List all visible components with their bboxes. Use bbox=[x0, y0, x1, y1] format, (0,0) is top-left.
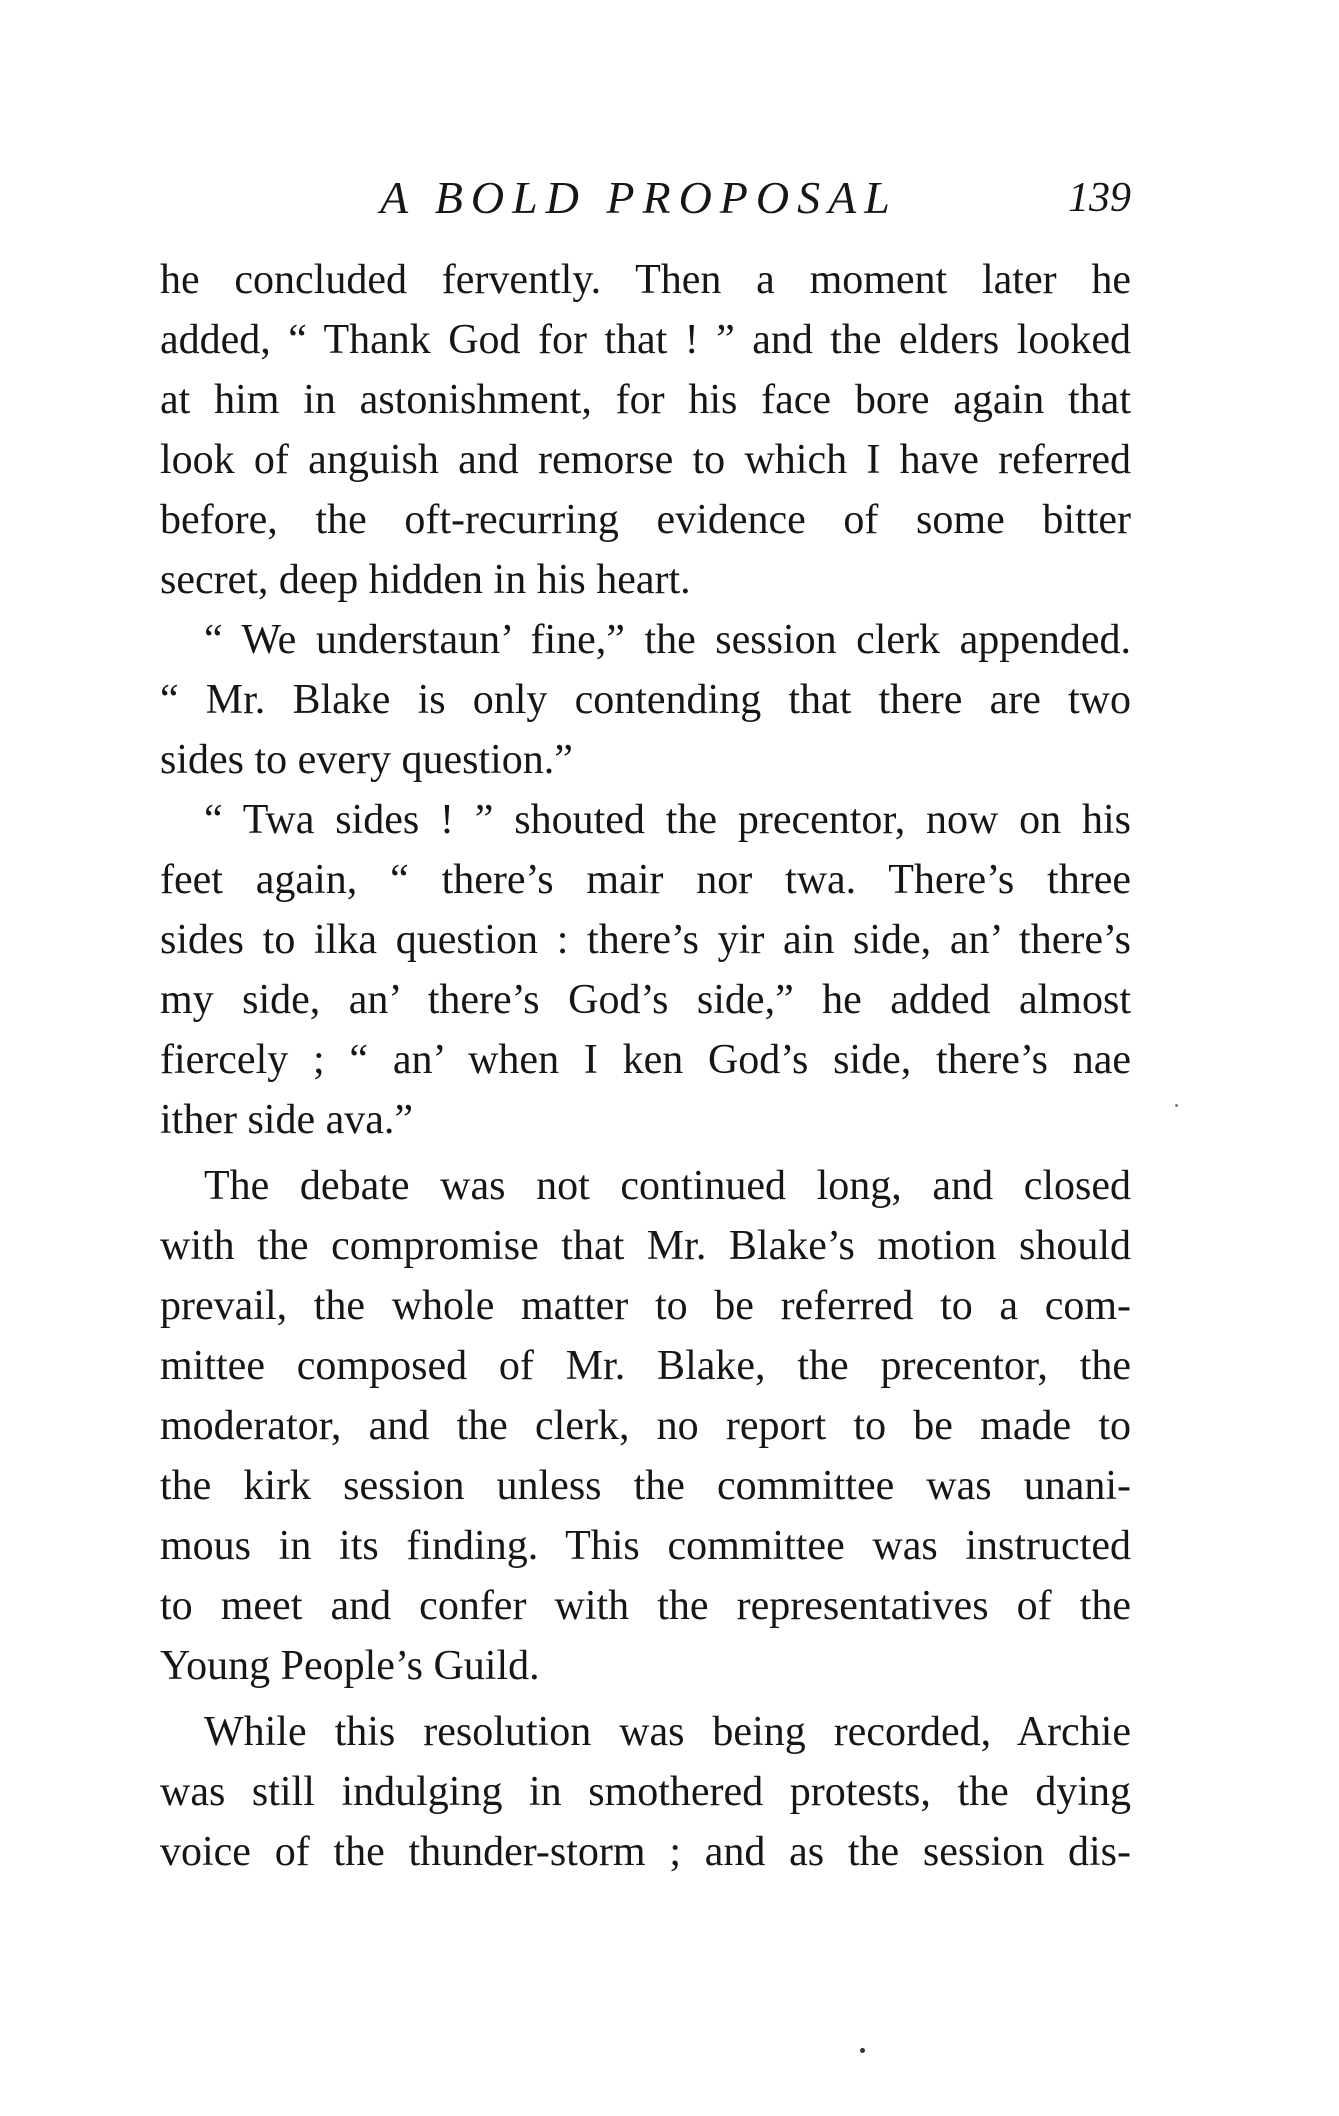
text-line: mous in its finding. This committee was instructed bbox=[160, 1523, 1131, 1569]
text-line: to meet and confer with the representatives of the bbox=[160, 1583, 1131, 1629]
running-title: A BOLD PROPOSAL bbox=[380, 172, 898, 223]
print-speck bbox=[1175, 1104, 1178, 1107]
text-line: before, the oft-recurring evidence of some bitter bbox=[160, 497, 1131, 543]
text-line: look of anguish and remorse to which I have referred bbox=[160, 437, 1131, 483]
text-line: “ We understaun’ fine,” the session clerk appended. bbox=[204, 617, 1131, 663]
text-line: my side, an’ there’s God’s side,” he added almost bbox=[160, 977, 1131, 1023]
text-line: mittee composed of Mr. Blake, the precentor, the bbox=[160, 1343, 1131, 1389]
text-line: prevail, the whole matter to be referred to a com- bbox=[160, 1283, 1131, 1329]
text-line: at him in astonishment, for his face bore again that bbox=[160, 377, 1131, 423]
text-line: sides to every question.” bbox=[160, 737, 573, 783]
text-line: the kirk session unless the committee was unani- bbox=[160, 1463, 1131, 1509]
text-line: feet again, “ there’s mair nor twa. There’s three bbox=[160, 857, 1131, 903]
text-line: The debate was not continued long, and closed bbox=[204, 1163, 1131, 1209]
text-line: fiercely ; “ an’ when I ken God’s side, there’s nae bbox=[160, 1037, 1131, 1083]
text-line: voice of the thunder-storm ; and as the session dis- bbox=[160, 1829, 1131, 1875]
page-header bbox=[160, 168, 1131, 228]
paragraph-2 bbox=[160, 610, 1131, 790]
body-text bbox=[160, 250, 1131, 1882]
text-line: moderator, and the clerk, no report to be made to bbox=[160, 1403, 1131, 1449]
text-line: added, “ Thank God for that ! ” and the elders looked bbox=[160, 317, 1131, 363]
text-line: was still indulging in smothered protests, the dying bbox=[160, 1769, 1131, 1815]
text-line: with the compromise that Mr. Blake’s motion should bbox=[160, 1223, 1131, 1269]
text-line: “ Twa sides ! ” shouted the precentor, now on his bbox=[204, 797, 1131, 843]
text-line: While this resolution was being recorded, Archie bbox=[204, 1709, 1131, 1755]
paragraph-4 bbox=[160, 1156, 1131, 1696]
paragraph-1 bbox=[160, 250, 1131, 610]
paragraph-3 bbox=[160, 790, 1131, 1150]
text-line: he concluded fervently. Then a moment later he bbox=[160, 257, 1131, 303]
print-speck bbox=[860, 2048, 865, 2053]
paragraph-5 bbox=[160, 1702, 1131, 1882]
page-number: 139 bbox=[1068, 175, 1131, 221]
text-line: secret, deep hidden in his heart. bbox=[160, 557, 691, 603]
text-line: ither side ava.” bbox=[160, 1097, 414, 1143]
text-line: “ Mr. Blake is only contending that there are two bbox=[160, 677, 1131, 723]
text-line: sides to ilka question : there’s yir ain side, an’ there’s bbox=[160, 917, 1131, 963]
text-line: Young People’s Guild. bbox=[160, 1643, 540, 1689]
